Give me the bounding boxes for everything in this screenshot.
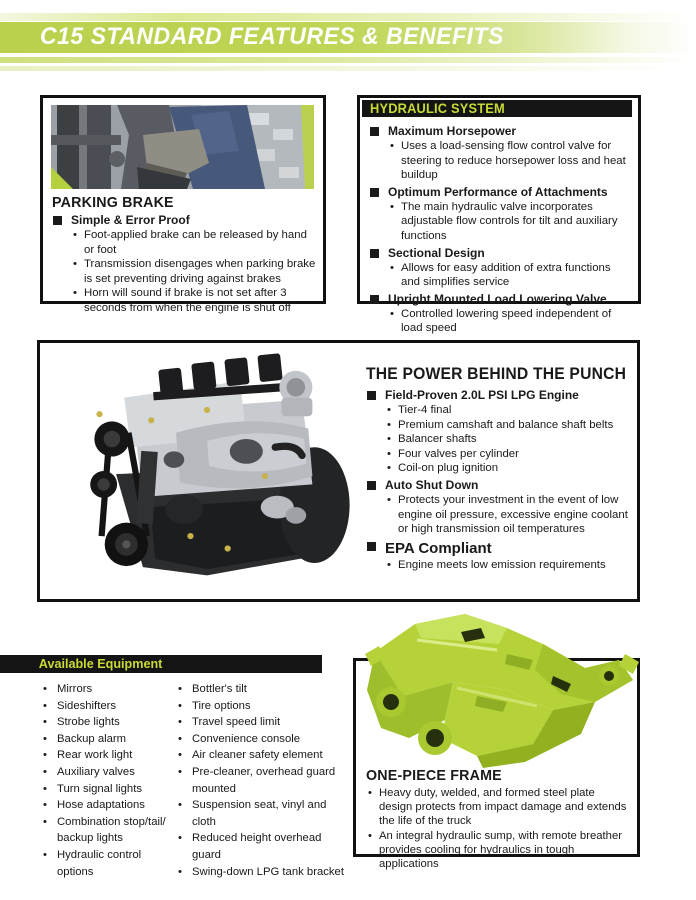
feature-bullet: • Premium camshaft and balance shaft belts [385,418,630,433]
equipment-item: • Swing-down LPG tank bracket [175,864,353,881]
header-band [0,22,696,53]
header-stripe-bottom [0,66,696,71]
equipment-item: • Backup alarm [40,731,170,748]
feature-bullet: • Protects your investment in the event of low engine oil pressure, excessive engine coolant or high transmission oil temperatures [385,493,630,537]
feature-heading: Field-Proven 2.0L PSI LPG Engine [385,388,579,402]
equipment-item: • Rear work light [40,747,170,764]
feature-bullets [388,307,632,336]
feature-bullets [388,261,632,290]
feature-bullet: • The main hydraulic valve incorporates adjustable flow controls for tilt and auxiliary functions [388,200,632,244]
equipment-column-left [40,681,170,880]
equipment-item: • Combination stop/tail/ backup lights [40,814,170,847]
hydraulic-system-header-bar [362,100,632,117]
feature-heading: Sectional Design [388,245,485,260]
feature-heading: EPA Compliant [385,539,492,557]
one-piece-frame-image [357,610,643,772]
power-box [37,340,640,602]
equipment-item: • Mirrors [40,681,170,698]
available-equipment-header-bar [0,655,322,673]
square-bullet-icon [53,216,62,225]
parking-brake-title: PARKING BRAKE [52,194,174,211]
one-piece-frame-title: ONE-PIECE FRAME [366,767,502,784]
feature-heading: Upright Mounted Load Lowering Valve [388,291,607,306]
feature-heading: Simple & Error Proof [71,213,190,227]
square-bullet-icon [370,188,379,197]
feature-bullet: • Foot-applied brake can be released by hand or foot [71,228,316,257]
feature-bullets [385,403,630,476]
feature-heading: Maximum Horsepower [388,124,517,138]
feature-bullet: • Engine meets low emission requirements [385,558,630,573]
parking-brake-box [40,95,326,314]
equipment-item: • Tire options [175,698,353,715]
feature [366,539,630,573]
header-stripe-mid [0,57,696,63]
feature-bullet: • An integral hydraulic sump, with remote breather provides cooling for hydraulics in tough applications [366,829,631,872]
frame-bullets [366,786,631,871]
engine-image [52,351,362,591]
feature-bullet: • Heavy duty, welded, and formed steel plate design protects from impact damage and extends the life of the truck [366,786,631,829]
feature-bullets [388,200,632,244]
equipment-item: • Strobe lights [40,714,170,731]
feature-bullet: • Horn will sound if brake is not set after 3 seconds from when the engine is shut off [71,286,316,315]
equipment-item: • Travel speed limit [175,714,353,731]
feature-bullet: • Allows for easy addition of extra functions and simplifies service [388,261,632,290]
square-bullet-icon [370,249,379,258]
hydraulic-system-title: HYDRAULIC SYSTEM [370,101,505,116]
equipment-item: • Bottler's tilt [175,681,353,698]
equipment-item: • Pre-cleaner, overhead guard mounted [175,764,353,797]
parking-brake-photo [51,105,314,189]
equipment-item: • Convenience console [175,731,353,748]
available-equipment-title: Available Equipment [38,656,163,671]
square-bullet-icon [370,127,379,136]
square-bullet-icon [367,391,376,400]
equipment-item: • Hydraulic control options [40,847,170,880]
equipment-item: • Sideshifters [40,698,170,715]
feature-bullet: • Tier-4 final [385,403,630,418]
hydraulic-system-box [357,95,641,335]
feature [369,292,632,336]
feature [369,185,632,244]
feature-bullet: • Uses a load-sensing flow control valve for steering to reduce horsepower loss and heat buildup [388,139,632,183]
power-title: THE POWER BEHIND THE PUNCH [366,365,627,383]
feature-heading: Optimum Performance of Attachments [388,184,608,199]
equipment-item: • Suspension seat, vinyl and cloth [175,797,353,830]
feature-bullet: • Controlled lowering speed independent of load speed [388,307,632,336]
equipment-column-right [175,681,353,880]
equipment-item: • Auxiliary valves [40,764,170,781]
feature-bullet: • Four valves per cylinder [385,447,630,462]
square-bullet-icon [367,481,376,490]
feature [366,388,630,476]
square-bullet-icon [367,542,376,551]
feature-bullets [385,493,630,537]
feature-bullet: • Transmission disengages when parking brake is set preventing driving against brakes [71,257,316,286]
equipment-item: • Air cleaner safety element [175,747,353,764]
square-bullet-icon [370,295,379,304]
equipment-item: • Turn signal lights [40,781,170,798]
equipment-item: • Reduced height overhead guard [175,830,353,863]
equipment-item: • Hose adaptations [40,797,170,814]
feature-heading: Auto Shut Down [385,477,479,492]
feature [366,478,630,537]
feature [369,124,632,183]
feature-bullets [385,558,630,573]
feature [369,246,632,290]
header-stripe-top [0,13,696,21]
page-title: C15 STANDARD FEATURES & BENEFITS [40,23,504,50]
feature-bullet: • Coil-on plug ignition [385,461,630,476]
feature-bullets [71,228,316,316]
feature-bullet: • Balancer shafts [385,432,630,447]
feature [52,213,316,316]
feature-bullets [388,139,632,183]
